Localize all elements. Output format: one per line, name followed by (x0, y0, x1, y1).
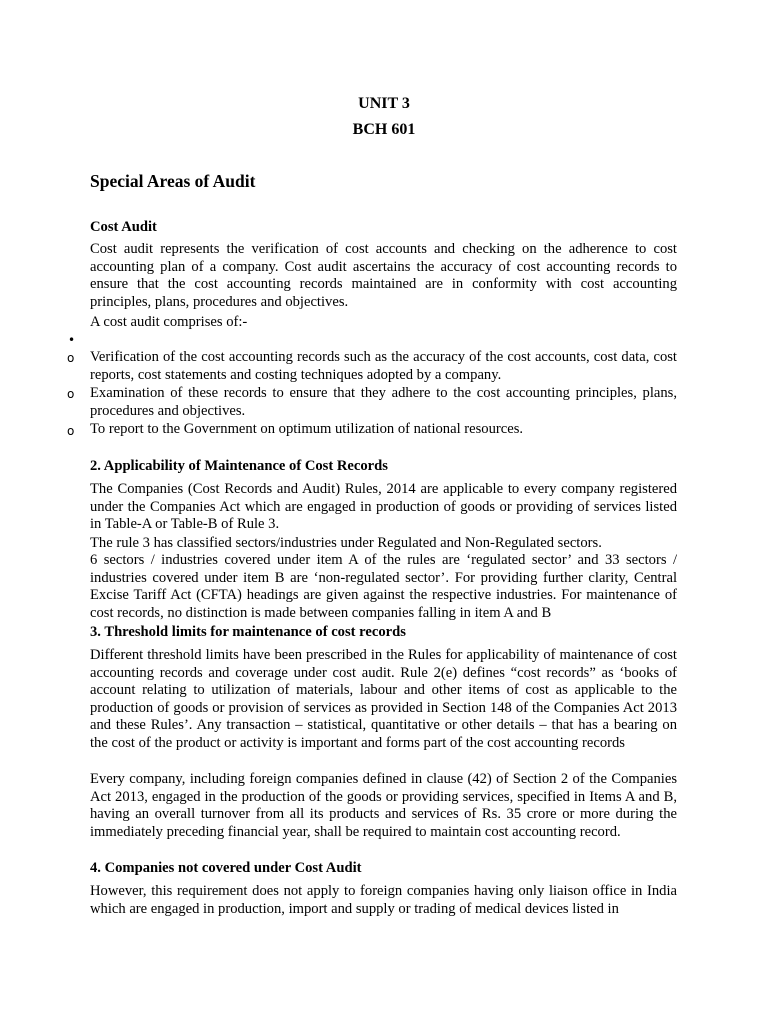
sub-bullet-symbol: o (67, 351, 75, 365)
section2-paragraph-1: The Companies (Cost Records and Audit) Rules, 2014 are applicable to every company registered under the Companies Act which are engaged in production of goods or providing of services listed in Table-A or Table-B of Rule 3. (90, 481, 677, 533)
section2-paragraph-2: The rule 3 has classified sectors/industries under Regulated and Non-Regulated sectors. (90, 535, 602, 551)
section4-heading: 4. Companies not covered under Cost Audit (90, 860, 362, 876)
section2-paragraph-3: 6 sectors / industries covered under item A of the rules are ‘regulated sector’ and 33 sectors / industries covered under item B are ‘non-regulated sector’. For providing further clarity, Central Excise Tariff Act (CFTA) headings are given against the respective industries. For maintenance of cost records, no distinction is made between companies falling in item A and B (90, 552, 677, 621)
course-code: BCH 601 (352, 121, 416, 138)
cost-audit-paragraph: Cost audit represents the verification of cost accounts and checking on the adherence to cost accounting plan of a company. Cost audit ascertains the accuracy of cost accounting records to ensure that the cost accounting records maintained are in conformity with cost accounting principles, plans, procedures and objectives. (90, 241, 677, 310)
page-title: Special Areas of Audit (90, 171, 256, 191)
list-item: Examination of these records to ensure that they adhere to the cost accounting principles, plans, procedures and objectives. (90, 385, 677, 419)
section4-paragraph-1: However, this requirement does not apply to foreign companies having only liaison office in India which are engaged in production, import and supply or trading of medical devices listed in (90, 883, 677, 917)
section3-paragraph-2: Every company, including foreign companies defined in clause (42) of Section 2 of the Companies Act 2013, engaged in the production of the goods or providing services, specified in Items A and B, having an overall turnover from all its products and services of Rs. 35 crore or more during the immediately preceding financial year, shall be required to maintain cost accounting record. (90, 771, 677, 840)
list-item: Verification of the cost accounting records such as the accuracy of the cost accounts, cost data, cost reports, cost statements and costing techniques adopted by a company. (90, 349, 677, 383)
cost-audit-intro: A cost audit comprises of:- (90, 314, 248, 330)
bullet-symbol: • (68, 333, 76, 347)
cost-audit-heading: Cost Audit (90, 219, 157, 235)
unit-title: UNIT 3 (358, 95, 410, 112)
section3-heading: 3. Threshold limits for maintenance of cost records (90, 624, 406, 640)
list-item: To report to the Government on optimum utilization of national resources. (90, 421, 524, 437)
section3-paragraph-1: Different threshold limits have been prescribed in the Rules for applicability of maintenance of cost accounting records and coverage under cost audit. Rule 2(e) defines “cost records” as ‘books of account relating to utilization of materials, labour and other items of cost as applicable to the production of goods or provision of services as provided in Section 148 of the Companies Act 2013 and these Rules’. Any transaction – statistical, quantitative or other details – that has a bearing on the cost of the product or activity is important and forms part of the cost accounting records (90, 647, 677, 751)
sub-bullet-symbol: o (67, 424, 75, 438)
section2-heading: 2. Applicability of Maintenance of Cost Records (90, 458, 388, 474)
sub-bullet-symbol: o (67, 387, 75, 401)
